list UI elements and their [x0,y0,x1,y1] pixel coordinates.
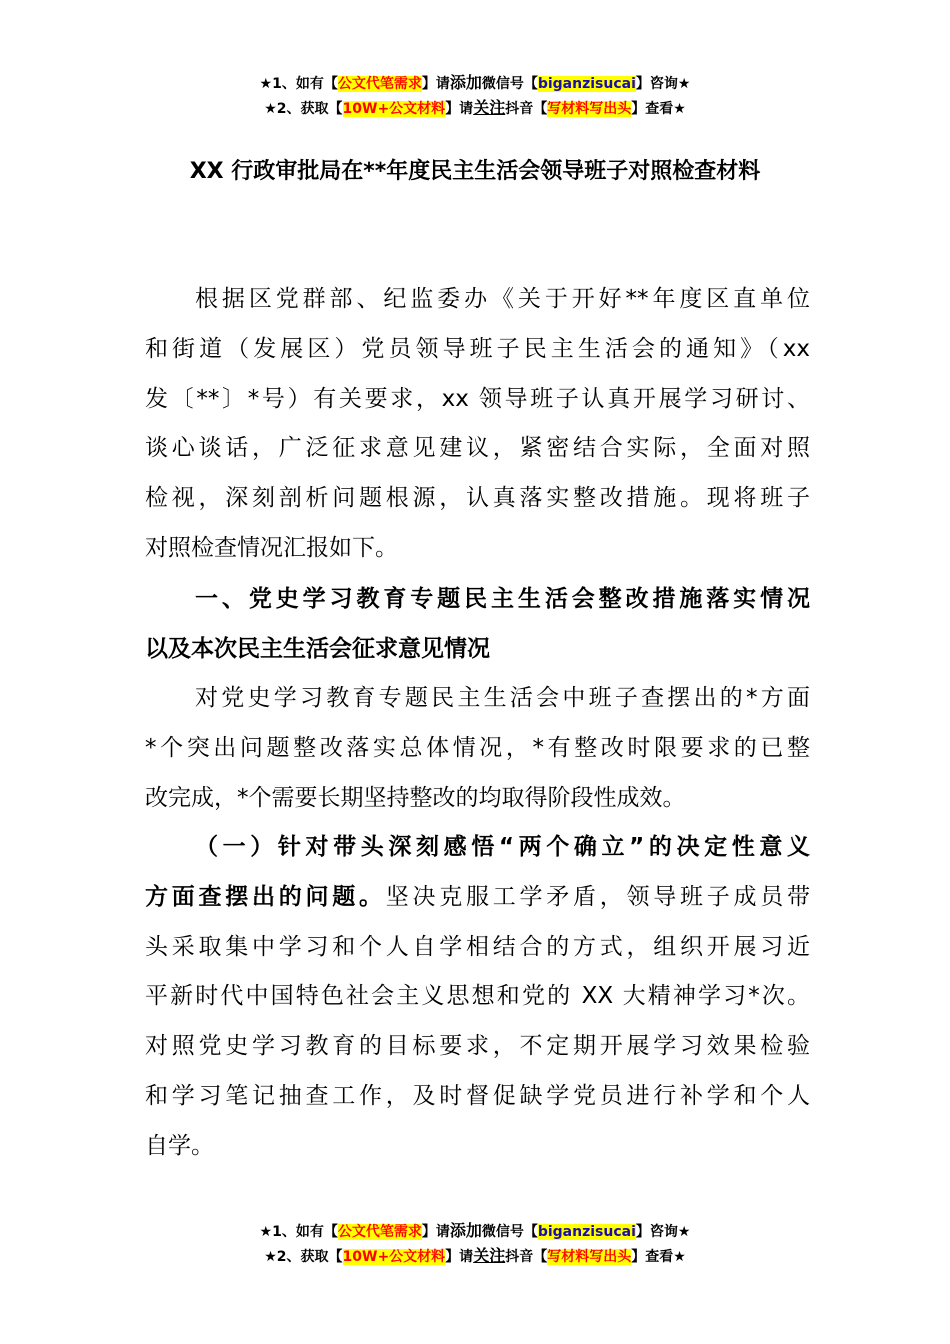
promo-line-2 [0,96,950,121]
promo-text: 】咨询★ [635,1224,691,1240]
promo-text: ★1、如有【 [259,76,338,92]
text-line: 和学习笔记抽查工作，及时督促缺学党员进行补学和个人 [145,1082,810,1109]
intro-paragraph [145,275,810,574]
text-line: 谈心谈话，广泛征求意见建议，紧密结合实际，全面对照 [145,435,810,462]
douyin-account: 写材料写出头 [547,1249,632,1265]
wechat-id: biganzisucai [537,76,636,92]
subsection-paragraph-1 [145,823,810,1172]
summary-paragraph [145,674,810,823]
text-line [145,873,810,923]
promo-text: 】咨询★ [635,76,691,92]
promo-text: 】查看★ [631,101,686,117]
promo-text: 】请 [421,76,450,92]
section-heading-1 [145,575,810,675]
text-line: *个突出问题整改落实总体情况，*有整改时限要求的已整 [145,734,810,761]
promo-text: ★1、如有【 [259,1224,338,1240]
text-line: 头采取集中学习和个人自学相结合的方式，组织开展习近 [145,933,810,960]
document-title: XX 行政审批局在**年度民主生活会领导班子对照检查材料 [189,159,761,184]
promo-text: 抖音【 [505,101,548,117]
promo-text: 关注 [473,1246,506,1265]
promo-line-1 [0,1219,950,1244]
text-line: 根据区党群部、纪监委办《关于开好**年度区直单位 [195,286,810,312]
promo-text: 添加 [449,73,482,92]
text-line: 对党史学习教育专题民主生活会中班子查摆出的*方面 [195,685,810,711]
douyin-account: 写材料写出头 [547,101,632,117]
promo-text: 抖音【 [505,1249,548,1265]
subheading-line: （一）针对带头深刻感悟“两个确立”的决定性意义 [195,834,810,860]
promo-text: 关注 [473,98,506,117]
text-line: 对照检查情况汇报如下。 [145,534,398,561]
promo-highlight: 10W+公文材料 [342,1249,446,1265]
wechat-id: biganzisucai [537,1224,636,1240]
heading-line: 以及本次民主生活会征求意见情况 [145,635,490,662]
promo-banner-bottom [0,1219,950,1269]
promo-text: 】请 [445,1249,474,1265]
promo-text: ★2、获取【 [264,1249,343,1265]
text-line: 对照党史学习教育的目标要求，不定期开展学习效果检验 [145,1033,810,1060]
text-fragment: 坚决克服工学矛盾，领导班子成员带 [385,883,810,910]
text-line: 检视，深刻剖析问题根源，认真落实整改措施。现将班子 [145,485,810,512]
promo-banner-top [0,71,950,121]
text-line: 自学。 [145,1132,214,1159]
subheading-tail: 方面查摆出的问题。 [145,883,386,910]
promo-text: 】请 [421,1224,450,1240]
text-line: 平新时代中国特色社会主义思想和党的 XX 大精神学习*次。 [145,983,810,1010]
promo-highlight: 10W+公文材料 [342,101,446,117]
text-line: 和街道（发展区）党员领导班子民主生活会的通知》（xx [145,335,810,362]
promo-line-2 [0,1244,950,1269]
promo-text: 添加 [449,1221,482,1240]
text-line: 发〔**〕*号）有关要求，xx 领导班子认真开展学习研讨、 [145,385,810,412]
promo-text: 微信号【 [481,76,538,92]
promo-text: 微信号【 [481,1224,538,1240]
heading-line: 一、党史学习教育专题民主生活会整改措施落实情况 [195,586,810,612]
promo-text: 】查看★ [631,1249,686,1265]
promo-highlight: 公文代笔需求 [337,76,422,92]
promo-text: 】请 [445,101,474,117]
promo-text: ★2、获取【 [264,101,343,117]
text-line: 改完成，*个需要长期坚持整改的均取得阶段性成效。 [145,784,686,811]
promo-highlight: 公文代笔需求 [337,1224,422,1240]
promo-line-1 [0,71,950,96]
